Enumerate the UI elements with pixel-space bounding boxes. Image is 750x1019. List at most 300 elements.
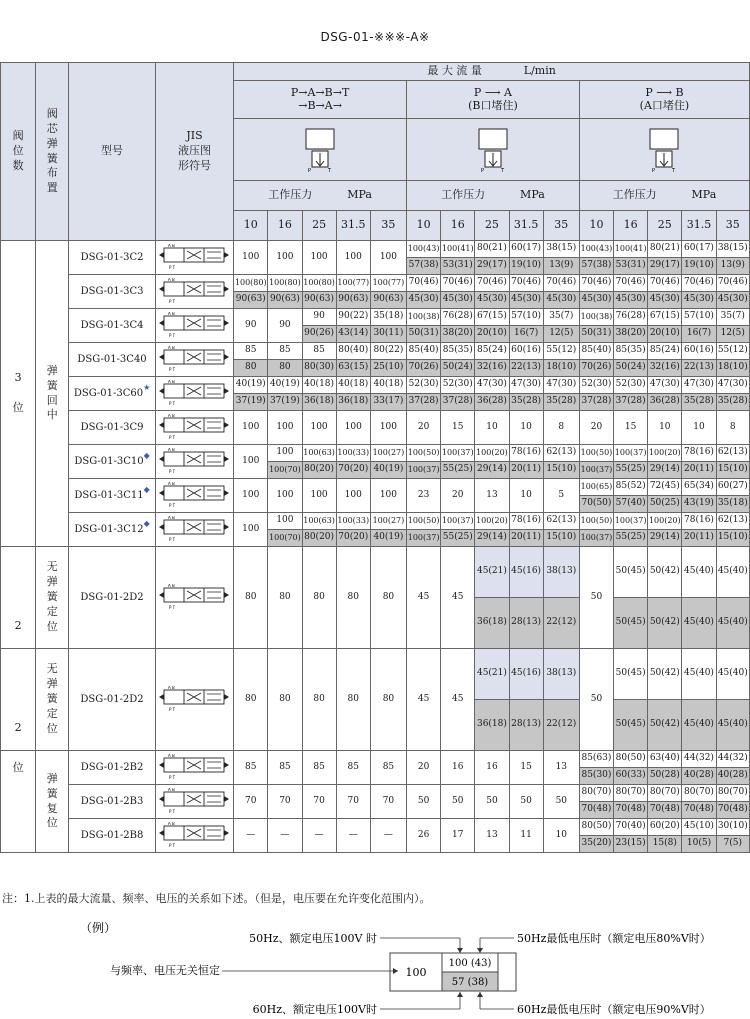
flow-cell: 100 — [370, 479, 406, 513]
flow-cell: 70(46) — [648, 275, 682, 292]
flow-cell: 20 — [407, 751, 441, 785]
flow-cell: 100(50) — [579, 445, 613, 462]
flow-cell-shaded: 40(28) — [716, 768, 749, 785]
svg-text:A B: A B — [168, 243, 176, 248]
valve-symbol-icon — [159, 346, 229, 374]
flow-cell: 26 — [407, 819, 441, 853]
flow-cell: 20 — [579, 411, 613, 445]
flow-cell: 50(45) — [614, 649, 648, 700]
flow-cell: 100(80) — [234, 275, 268, 292]
flow-cell: 52(30) — [614, 377, 648, 394]
model-cell: DSG-01-3C40 — [69, 343, 155, 377]
pressure-value: 25 — [648, 211, 682, 241]
flow-cell-shaded: 45(40) — [716, 700, 749, 751]
flow-cell: 80 — [370, 547, 406, 649]
flow-cell: — — [370, 819, 406, 853]
flow-cell-shaded: 35(28) — [543, 394, 579, 411]
spring-detent: 无 弹 簧 定 位 — [36, 649, 69, 751]
flow-cell: 100(37) — [441, 513, 475, 530]
flow-cell: 80 — [302, 547, 336, 649]
pressure-value: 31.5 — [509, 211, 543, 241]
flow-cell-shaded: 70(26) — [579, 360, 613, 377]
flow-cell: 100 — [336, 479, 370, 513]
valve-symbol-icon — [159, 482, 229, 510]
flow-cell-shaded: 45(30) — [441, 292, 475, 309]
flow-cell: 40(19) — [234, 377, 268, 394]
flow-cell: 85(40) — [579, 343, 613, 360]
example-diagram — [0, 915, 750, 1019]
flow-cell-shaded: 45(40) — [682, 598, 716, 649]
flow-cell-shaded: 57(38) — [579, 258, 613, 275]
flow-cell: 100(77) — [370, 275, 406, 292]
flow-cell-shaded: 19(10) — [682, 258, 716, 275]
flow-cell: 80(22) — [370, 343, 406, 360]
flow-cell: 45 — [407, 547, 441, 649]
flow-cell: 20 — [407, 411, 441, 445]
flow-cell-shaded: 90(63) — [268, 292, 302, 309]
flow-cell-shaded: 100(37) — [579, 462, 613, 479]
flow-cell-shaded: 80 — [234, 360, 268, 377]
position-count-2: 2 — [1, 547, 36, 649]
flow-cell: 100 — [370, 241, 406, 275]
flow-cell: 80(70) — [682, 785, 716, 802]
flow-symbol-icon — [634, 123, 694, 173]
flow-cell: 70(46) — [509, 275, 543, 292]
svg-text:P T: P T — [169, 774, 176, 780]
flow-cell: 45(40) — [716, 547, 749, 598]
flow-cell: 10 — [509, 479, 543, 513]
svg-text:P T: P T — [169, 332, 176, 338]
flow-cell: 16 — [441, 751, 475, 785]
model-mark-icon: ◆ — [143, 485, 150, 494]
flow-cell: 100(43) — [579, 241, 613, 258]
flow-cell-shaded: 37(28) — [441, 394, 475, 411]
flow-cell-shaded: 38(20) — [614, 326, 648, 343]
flow-cell: 85(35) — [614, 343, 648, 360]
valve-symbol-icon — [159, 380, 229, 408]
jis-symbol-cell — [155, 411, 233, 445]
position-count-3: 3 位 — [1, 241, 36, 547]
flow-cell: 67(15) — [648, 309, 682, 326]
example-l2: 与频率、电压无关恒定 — [110, 964, 220, 977]
flow-cell: 47(30) — [682, 377, 716, 394]
flow-cell: 85(24) — [475, 343, 509, 360]
pressure-value: 25 — [302, 211, 336, 241]
flow-cell: 45(40) — [682, 547, 716, 598]
flow-cell-shaded: 55(25) — [614, 462, 648, 479]
flow-cell: 78(16) — [682, 445, 716, 462]
flow-cell-shaded: 20(10) — [475, 326, 509, 343]
flow-cell-shaded: 13(9) — [543, 258, 579, 275]
flow-cell: 80 — [234, 547, 268, 649]
flow-cell: 60(16) — [509, 343, 543, 360]
flow-cell: 85(52) — [614, 479, 648, 496]
model-cell: DSG-01-2B2 — [69, 751, 155, 785]
flow-cell: 45 — [441, 547, 475, 649]
page-title: DSG-01-※※※-A※ — [320, 30, 430, 44]
flow-cell-shaded: 55(25) — [441, 462, 475, 479]
header-jis: JIS 液压图 形符号 — [155, 63, 233, 241]
flow-cell: 10 — [509, 411, 543, 445]
flow-cell: 50 — [579, 649, 613, 751]
flow-cell: 70(46) — [614, 275, 648, 292]
valve-symbol-icon — [159, 754, 229, 782]
flow-cell-shaded: 19(10) — [509, 258, 543, 275]
flow-cell-shaded: 70(50) — [579, 496, 613, 513]
flow-cell-shaded: 37(28) — [579, 394, 613, 411]
flow-cell-shaded: 35(28) — [682, 394, 716, 411]
flow-cell-shaded: 37(28) — [614, 394, 648, 411]
pressure-value: 16 — [614, 211, 648, 241]
flow-cell: 60(17) — [509, 241, 543, 258]
flow-cell-shaded: 50(25) — [648, 496, 682, 513]
flow-cell-shaded: 35(28) — [509, 394, 543, 411]
svg-text:A B: A B — [168, 821, 176, 826]
flow-cell: 85(35) — [441, 343, 475, 360]
flow-cell-shaded: 53(31) — [441, 258, 475, 275]
flow-cell: 100(50) — [579, 513, 613, 530]
flow-cell: 40(18) — [336, 377, 370, 394]
flow-cell-shaded: 29(17) — [648, 258, 682, 275]
flow-cell: 50 — [579, 547, 613, 649]
flow-cell: 85 — [302, 343, 336, 360]
flow-cell-shaded: 35(20) — [579, 836, 613, 853]
flow-cell: 13 — [475, 819, 509, 853]
flow-cell: 85(24) — [648, 343, 682, 360]
spring-centered: 弹 簧 回 中 — [36, 241, 69, 547]
flow-cell: 85(63) — [579, 751, 613, 768]
flow-cell: 100(37) — [614, 445, 648, 462]
flow-cell: 40(18) — [302, 377, 336, 394]
svg-text:P T: P T — [169, 434, 176, 440]
flow-cell-shaded: 50(31) — [579, 326, 613, 343]
flow-cell: 100(41) — [441, 241, 475, 258]
flow-cell: 100 — [302, 411, 336, 445]
flow-cell-shaded: 90(63) — [302, 292, 336, 309]
svg-text:P T: P T — [169, 468, 176, 474]
model-cell: DSG-01-2B8 — [69, 819, 155, 853]
jis-symbol-cell — [155, 445, 233, 479]
flow-cell: 15 — [509, 751, 543, 785]
flow-cell-shaded: 20(10) — [648, 326, 682, 343]
pressure-value: 35 — [716, 211, 749, 241]
model-mark-icon: ★ — [143, 383, 151, 392]
flow-cell-shaded: 70(48) — [648, 802, 682, 819]
jis-symbol-cell — [155, 819, 233, 853]
flow-cell: 100 — [268, 445, 302, 462]
flow-cell-shaded: 100(70) — [268, 530, 302, 547]
flow-cell-shaded: 22(13) — [682, 360, 716, 377]
model-cell: DSG-01-3C3 — [69, 275, 155, 309]
flow-cell: 35(7) — [543, 309, 579, 326]
flow-cell: 60(20) — [648, 819, 682, 836]
svg-text:P T: P T — [169, 604, 176, 610]
header-symbol-0 — [234, 119, 407, 181]
flow-cell-shaded: 80(20) — [302, 530, 336, 547]
flow-cell: 100 — [268, 411, 302, 445]
jis-symbol-cell — [155, 479, 233, 513]
flow-cell-shaded: 90(63) — [336, 292, 370, 309]
flow-cell-shaded: 36(28) — [475, 394, 509, 411]
flow-cell: 10 — [475, 411, 509, 445]
model-cell: DSG-01-3C60★ — [69, 377, 155, 411]
flow-cell-shaded: 50(45) — [614, 598, 648, 649]
flow-cell-shaded: 53(31) — [614, 258, 648, 275]
flow-cell: 50(45) — [614, 547, 648, 598]
model-cell: DSG-01-3C12◆ — [69, 513, 155, 547]
flow-cell: 100(80) — [302, 275, 336, 292]
flow-cell: 45 — [441, 649, 475, 751]
flow-cell: 62(13) — [543, 445, 579, 462]
model-mark-icon: ◆ — [143, 451, 150, 460]
flow-cell-shaded: 38(20) — [441, 326, 475, 343]
flow-cell-shaded: 63(15) — [336, 360, 370, 377]
flow-cell-shaded: 15(10) — [716, 530, 749, 547]
pressure-value: 31.5 — [682, 211, 716, 241]
flow-cell: 100(50) — [407, 445, 441, 462]
flow-cell: 38(15) — [716, 241, 749, 258]
flow-cell-shaded: 45(30) — [716, 292, 749, 309]
flow-cell: 8 — [716, 411, 749, 445]
flow-cell: 5 — [543, 479, 579, 513]
flow-cell: 100(43) — [407, 241, 441, 258]
svg-text:P T: P T — [169, 536, 176, 542]
flow-cell-shaded: 28(13) — [509, 598, 543, 649]
flow-cell-shaded: 37(28) — [407, 394, 441, 411]
flow-cell: 45(10) — [682, 819, 716, 836]
jis-symbol-cell — [155, 343, 233, 377]
flow-cell: 100(41) — [614, 241, 648, 258]
model-cell: DSG-01-2D2 — [69, 649, 155, 751]
flow-cell: 100 — [234, 479, 268, 513]
example-bot: 57 (38) — [451, 977, 489, 988]
flow-cell: 45(40) — [682, 649, 716, 700]
flow-cell-shaded: 100(37) — [579, 530, 613, 547]
flow-cell: 60(16) — [682, 343, 716, 360]
jis-symbol-cell — [155, 241, 233, 275]
jis-symbol-cell — [155, 785, 233, 819]
flow-cell-shaded: 50(42) — [648, 598, 682, 649]
flow-cell: 50(42) — [648, 547, 682, 598]
flow-cell: 35(18) — [370, 309, 406, 326]
header-spring: 阀 芯 弹 簧 布 置 — [36, 63, 69, 241]
flow-cell: 52(30) — [579, 377, 613, 394]
flow-cell: 85 — [234, 751, 268, 785]
flow-cell-shaded: 80(30) — [302, 360, 336, 377]
flow-cell-shaded: 55(25) — [614, 530, 648, 547]
flow-cell-shaded: 90(63) — [370, 292, 406, 309]
flow-cell-shaded: 29(14) — [475, 530, 509, 547]
flow-cell: 100 — [336, 241, 370, 275]
flow-cell: 62(13) — [543, 513, 579, 530]
flow-cell-shaded: 80 — [268, 360, 302, 377]
flow-cell: 100 — [268, 479, 302, 513]
flow-cell-shaded: 30(11) — [370, 326, 406, 343]
flow-cell: 100 — [268, 241, 302, 275]
spring-offset: 弹 簧 复 位 — [36, 751, 69, 853]
flow-cell: 100 — [234, 411, 268, 445]
jis-symbol-cell — [155, 649, 233, 751]
header-symbol-1 — [407, 119, 580, 181]
flow-cell: 17 — [441, 819, 475, 853]
pressure-value: 31.5 — [336, 211, 370, 241]
flow-cell-shaded: 16(7) — [509, 326, 543, 343]
flow-cell: 70(46) — [475, 275, 509, 292]
flow-cell-shaded: 70(48) — [579, 802, 613, 819]
model-cell: DSG-01-3C4 — [69, 309, 155, 343]
flow-cell: 11 — [509, 819, 543, 853]
flow-cell-shaded: 35(28) — [716, 394, 749, 411]
valve-symbol-icon — [159, 584, 229, 612]
flow-cell: 50 — [407, 785, 441, 819]
flow-cell: 90 — [302, 309, 336, 326]
flow-cell-shaded: 33(17) — [370, 394, 406, 411]
svg-text:A B: A B — [168, 277, 176, 282]
pressure-value: 35 — [370, 211, 406, 241]
flow-cell-shaded: 50(28) — [648, 768, 682, 785]
flow-cell-shaded: 36(28) — [648, 394, 682, 411]
svg-text:T: T — [500, 167, 504, 173]
flow-cell-shaded: 22(12) — [543, 598, 579, 649]
flow-cell: 67(15) — [475, 309, 509, 326]
flow-cell: 100 — [234, 241, 268, 275]
flow-cell: 38(15) — [543, 241, 579, 258]
flow-cell-shaded: 45(30) — [509, 292, 543, 309]
header-pressure-2: 工作压力 MPa — [579, 181, 749, 211]
example-r2: 60Hz最低电压时（额定电压90%V时） — [517, 1003, 711, 1016]
flow-cell: 47(30) — [543, 377, 579, 394]
svg-text:A B: A B — [168, 413, 176, 418]
flow-cell: 15 — [441, 411, 475, 445]
flow-cell: 80 — [336, 649, 370, 751]
header-path-2: P ⟶ B (A口堵住) — [579, 81, 749, 119]
flow-cell-shaded: 70(20) — [336, 530, 370, 547]
model-cell: DSG-01-2B3 — [69, 785, 155, 819]
flow-cell: 44(32) — [682, 751, 716, 768]
flow-cell: 78(16) — [682, 513, 716, 530]
flow-cell-shaded: 100(70) — [268, 462, 302, 479]
flow-cell: 70(40) — [614, 819, 648, 836]
svg-text:P T: P T — [169, 842, 176, 848]
model-cell: DSG-01-2D2 — [69, 547, 155, 649]
pressure-value: 16 — [268, 211, 302, 241]
valve-symbol-icon — [159, 686, 229, 714]
flow-cell: 80 — [370, 649, 406, 751]
valve-symbol-icon — [159, 448, 229, 476]
flow-cell-shaded: 16(7) — [682, 326, 716, 343]
valve-symbol-icon — [159, 788, 229, 816]
flow-cell-shaded: 43(14) — [336, 326, 370, 343]
svg-text:A B: A B — [168, 583, 176, 588]
flow-cell: 85 — [336, 751, 370, 785]
flow-cell: 47(30) — [648, 377, 682, 394]
flow-cell-shaded: 45(30) — [407, 292, 441, 309]
flow-cell: 76(28) — [614, 309, 648, 326]
flow-cell: 45(40) — [716, 649, 749, 700]
flow-cell-shaded: 80(20) — [302, 462, 336, 479]
flow-cell-shaded: 29(14) — [648, 530, 682, 547]
flow-cell-shaded: 28(13) — [509, 700, 543, 751]
flow-cell-shaded: 45(30) — [475, 292, 509, 309]
flow-cell-shaded: 18(10) — [543, 360, 579, 377]
flow-cell: 100 — [336, 411, 370, 445]
flow-cell-shaded: 43(19) — [682, 496, 716, 513]
flow-cell-shaded: 20(11) — [509, 530, 543, 547]
example-l3: 60Hz、额定电压100V时 — [252, 1003, 377, 1016]
flow-cell: 13 — [543, 751, 579, 785]
header-pressure-0: 工作压力 MPa — [234, 181, 407, 211]
flow-cell: — — [268, 819, 302, 853]
flow-cell: 100(20) — [648, 513, 682, 530]
flow-cell: 47(30) — [509, 377, 543, 394]
flow-cell: 47(30) — [475, 377, 509, 394]
flow-cell: 80 — [302, 649, 336, 751]
valve-symbol-icon — [159, 822, 229, 850]
flow-cell-shaded: 100(37) — [407, 530, 441, 547]
flow-cell: 45 — [407, 649, 441, 751]
flow-cell-shaded: 22(12) — [543, 700, 579, 751]
flow-cell: 63(40) — [648, 751, 682, 768]
svg-text:A B: A B — [168, 311, 176, 316]
flow-symbol-icon — [290, 123, 350, 173]
svg-text:A B: A B — [168, 753, 176, 758]
flow-cell-shaded: 40(19) — [370, 462, 406, 479]
flow-cell: 35(7) — [716, 309, 749, 326]
flow-cell-shaded: 15(10) — [543, 462, 579, 479]
svg-text:A B: A B — [168, 345, 176, 350]
header-pressure-1: 工作压力 MPa — [407, 181, 580, 211]
flow-cell-shaded: 50(42) — [648, 700, 682, 751]
flow-cell-shaded: 36(18) — [475, 598, 509, 649]
flow-cell: 90 — [268, 309, 302, 343]
flow-cell: 50 — [475, 785, 509, 819]
flow-cell: 85(40) — [407, 343, 441, 360]
flow-cell: 100 — [234, 513, 268, 547]
flow-cell-shaded: 23(15) — [614, 836, 648, 853]
flow-cell: 45(16) — [509, 649, 543, 700]
pressure-value: 35 — [543, 211, 579, 241]
flow-cell-shaded: 57(38) — [407, 258, 441, 275]
flow-cell-shaded: 57(40) — [614, 496, 648, 513]
header-positions: 阀 位 数 — [1, 63, 36, 241]
flow-cell: 70(46) — [407, 275, 441, 292]
flow-cell-shaded: 40(19) — [370, 530, 406, 547]
valve-symbol-icon — [159, 516, 229, 544]
flow-cell-shaded: 29(17) — [475, 258, 509, 275]
position-count-2b: 位 — [1, 751, 36, 853]
flow-cell-shaded: 45(40) — [716, 598, 749, 649]
flow-cell-shaded: 29(14) — [648, 462, 682, 479]
flow-cell-shaded: 7(5) — [716, 836, 749, 853]
flow-cell: 100(37) — [614, 513, 648, 530]
header-path-1: P ⟶ A (B口堵住) — [407, 81, 580, 119]
flow-cell: 20 — [441, 479, 475, 513]
flow-cell: 100(63) — [302, 445, 336, 462]
model-mark-icon: ◆ — [143, 519, 150, 528]
flow-cell: 70(46) — [441, 275, 475, 292]
flow-cell: 80 — [268, 649, 302, 751]
valve-symbol-icon — [159, 414, 229, 442]
flow-cell: 100(63) — [302, 513, 336, 530]
flow-cell: 80(40) — [336, 343, 370, 360]
flow-cell: — — [336, 819, 370, 853]
flow-cell-shaded: 70(48) — [682, 802, 716, 819]
flow-cell-shaded: 50(24) — [441, 360, 475, 377]
flow-cell-shaded: 15(10) — [543, 530, 579, 547]
example-l1: 50Hz、额定电压100V 时 — [249, 932, 377, 945]
flow-cell: 60(27) — [716, 479, 749, 496]
flow-cell-shaded: 70(48) — [716, 802, 749, 819]
